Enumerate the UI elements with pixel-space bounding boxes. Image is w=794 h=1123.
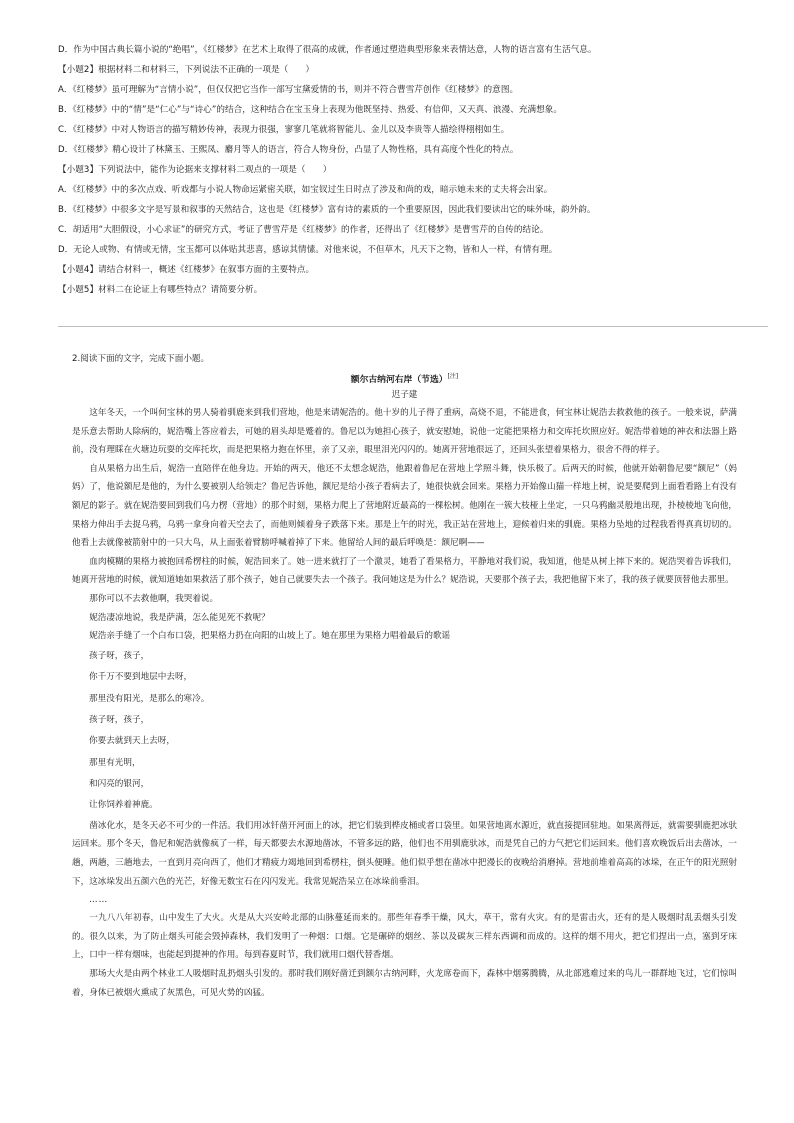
verse-line: 那里没有阳光，是那么的寒冷。 <box>89 693 210 704</box>
option-line: A．《红楼梦》中的多次点戏、听戏都与小说人物命运紧密关联，如宝钗过生日时点了涉及和尚的戏，暗示她未来的丈夫将会出家。 <box>58 185 553 195</box>
verse-line: 孩子呀，孩子， <box>89 650 150 661</box>
verse-line: 和闪亮的银河， <box>89 779 150 790</box>
verse-line: 孩子呀，孩子， <box>89 714 150 725</box>
question-4-stem: 【小题4】请结合材料一，概述《红楼梦》在叙事方面的主要特点。 <box>58 265 315 275</box>
option-line: B．《红楼梦》中的“情”是“仁心”与“诗心”的结合，这种结合在宝玉身上表现为他既坚持、热爱、有信仰，又天真、浪漫、充满想象。 <box>58 105 563 115</box>
option-line: D．无论人或物、有情或无情，宝玉都可以体贴其悲喜，感谅其情愫。对他来说，不但草木，凡天下之物，皆和人一样，有情有理。 <box>58 245 558 255</box>
passage-paragraph: 一九八八年初春，山中发生了大火。火是从大兴安岭北部的山脉蔓延而来的。那些年春季干燥，风大，草干，常有火灾。有的是雷击火，还有的是人吸烟时乱丢烟头引发的。很久以来，为了防止烟头可能会毁掉森林，我们发明了一种烟：口烟。它是碾碎的烟丝、茶以及碳灰三样东西调和而成的。这样的烟不用火，把它们捏出一点，塞到牙床上，口中一样有烟味，也能起到提神的作用。每到春夏时节，我们就用口烟代替香烟。 <box>72 913 737 961</box>
passage-paragraph: 血肉模糊的果格力被抱回希楞柱的时候，妮浩回来了。她一进来就打了一个激灵，她看了看果格力，平静地对我们说，我知道，他是从树上摔下来的。妮浩哭着告诉我们，她离开营地的时候，就知道她如果救活了那个孩子，她自己就要失去一个孩子。我问她这是为什么？妮浩说，天要那个孩子去，我把他留下来了，我的孩子就要顶替他去那里。 <box>72 556 737 586</box>
passage-paragraph: 这年冬天，一个叫何宝林的男人骑着驯鹿来到我们营地，他是来请妮浩的。他十岁的儿子得了重病，高烧不退，不能进食，何宝林让妮浩去救救他的孩子。一般来说，萨满是乐意去帮助人除病的，妮浩嘴上答应着去，可她的眉头却是蹙着的。鲁尼以为她担心孩子，就安慰她，说他一定能把果格力和交库托坎照应好。妮浩带着她的神衣和法器上路前，没有理睬在火塘边玩耍的交库托坎，而是把果格力抱在怀里，亲了又亲，眼里泪光闪闪的。她离开营地很远了，还回头张望着果格力，很舍不得的样子。 <box>72 408 737 456</box>
verse-line: 那里有光明， <box>89 757 141 768</box>
passage-paragraph: 妮浩亲手缝了一个白布口袋，把果格力扔在向阳的山坡上了。她在那里为果格力唱着最后的歌谣 <box>89 631 451 642</box>
question-5-stem: 【小题5】材料二在论证上有哪些特点？请简要分析。 <box>58 285 263 295</box>
question-2-stem: 【小题2】根据材料二和材料三，下列说法不正确的一项是（ ） <box>58 65 315 75</box>
title-text: 额尔古纳河右岸（节选） <box>350 374 448 385</box>
ellipsis: …… <box>89 895 109 906</box>
passage-paragraph: 自从果格力出生后，妮浩一直陪伴在他身边。开始的两天，他还不太想念妮浩，他跟着鲁尼在营地上学照斗舞，快乐极了。后两天的时候，他就开始朝鲁尼要“额尼”（妈妈）了，他说额尼是他的，为什么要被别人给领走？鲁尼告诉他，额尼是给小孩子看病去了，她很快就会回来。果格力开始像山猫一样地上树，说是要爬到上面看看路上有没有额尼的影子。就在妮浩要回到我们乌力楞（营地）的那个时刻，果格力爬上了营地附近最高的一棵松树。他刚在一簇大枝桠上坐定，一只乌鸦幽灵般地出现，扑棱棱地飞向他，果格力伸出手去捉乌鸦，乌鸦一拿身向着天空去了，而他则倾着身子跌落下来。那是上午的时光，我正站在营地上，迎候着归来的驯鹿。果格力坠地的过程我看得真真切切的。他看上去就像被箭射中的一只大鸟，从上面张着臂膀呼喊着掉了下来。他留给人间的最后呼唤是：额尼啊—— <box>72 463 737 549</box>
option-line: D．《红楼梦》精心设计了林黛玉、王熙凤、麝月等人的语言，符合人物身份，凸显了人物性格，具有高度个性化的特点。 <box>58 145 519 155</box>
passage-title <box>72 368 737 386</box>
question-3-stem: 【小题3】下列说法中，能作为论据来支撑材料二观点的一项是（ ） <box>58 165 332 175</box>
verse-line: 让你饲养着神鹿。 <box>89 800 158 811</box>
passage-paragraph: 凿冰化水，是冬天必不可少的一件活。我们用冰钎凿开河面上的冰，把它们装到桦皮桶或者口袋里。如果营地离水源近，就直接提回驻地。如果离得远，就需要驯鹿把冰驮运回来。那个冬天，鲁尼和妮浩就像疯了一样，每天都要去水源地凿冰，不管多远的路，他们也不用驯鹿驮冰，而是凭自己的力气把它们运回来。他们喜欢晚饭后出去凿冰，一趟，两趟，三趟地去，一直到月亮向西了，他们才精疲力竭地回到希楞柱，倒头便睡。他们似乎想在凿冰中把漫长的夜晚给消磨掉。营地前堆着高高的冰垛，在正午的阳光照射下，这冰垛发出五颜六色的光芒，好像无数宝石在闪闪发光。我常见妮浩呆立在冰垛前垂泪。 <box>72 820 737 887</box>
note-marker: [注] <box>447 373 459 380</box>
questions-section <box>58 40 748 300</box>
question-prompt: 2.阅读下面的文字，完成下面小题。 <box>72 354 210 364</box>
passage-paragraph: 那你可以不去救他啊，我哭着说。 <box>89 593 219 604</box>
option-line: A．《红楼梦》虽可理解为“言情小说”，但仅仅把它当作一部写宝黛爱情的书，则并不符合曹雪芹创作《红楼梦》的意图。 <box>58 85 519 95</box>
passage-paragraph: 那场大火是由两个林业工人吸烟时乱扔烟头引发的。那时我们刚好凿迁到额尔古纳河畔，火龙席卷而下，森林中烟雾腾腾，从北部逃难过来的鸟儿一群群地飞过，它们惊叫着，身体已被烟火熏成了灰黑色，可见火势的凶猛。 <box>72 969 737 998</box>
passage-paragraph: 妮浩凄凉地说，我是萨满，怎么能见死不救呢？ <box>89 612 270 623</box>
section-divider <box>58 326 768 327</box>
reading-section <box>72 350 737 1002</box>
option-line: C．《红楼梦》中对人物语言的描写精妙传神，表现力很强，寥寥几笔就将智能儿、金儿以及李贵等人描绘得栩栩如生。 <box>58 125 510 135</box>
option-line: D．作为中国古典长篇小说的“绝唱”，《红楼梦》在艺术上取得了很高的成就，作者通过塑造典型形象来表情达意，人物的语言富有生活气息。 <box>58 45 597 55</box>
passage-author: 迟子建 <box>391 390 418 400</box>
option-line: B．《红楼梦》中很多文字是写景和叙事的天然结合，这也是《红楼梦》富有诗的素质的一个重要原因，因此我们要读出它的味外味，韵外韵。 <box>58 205 596 215</box>
song-verse <box>72 646 737 817</box>
option-line: C．胡适用“大胆假设，小心求证”的研究方式，考证了曹雪芹是《红楼梦》的作者，还得出了《红楼梦》是曹雪芹的自传的结论。 <box>58 225 549 235</box>
verse-line: 你要去就到天上去呀， <box>89 736 175 747</box>
verse-line: 你千万不要到地层中去呀， <box>89 672 193 683</box>
